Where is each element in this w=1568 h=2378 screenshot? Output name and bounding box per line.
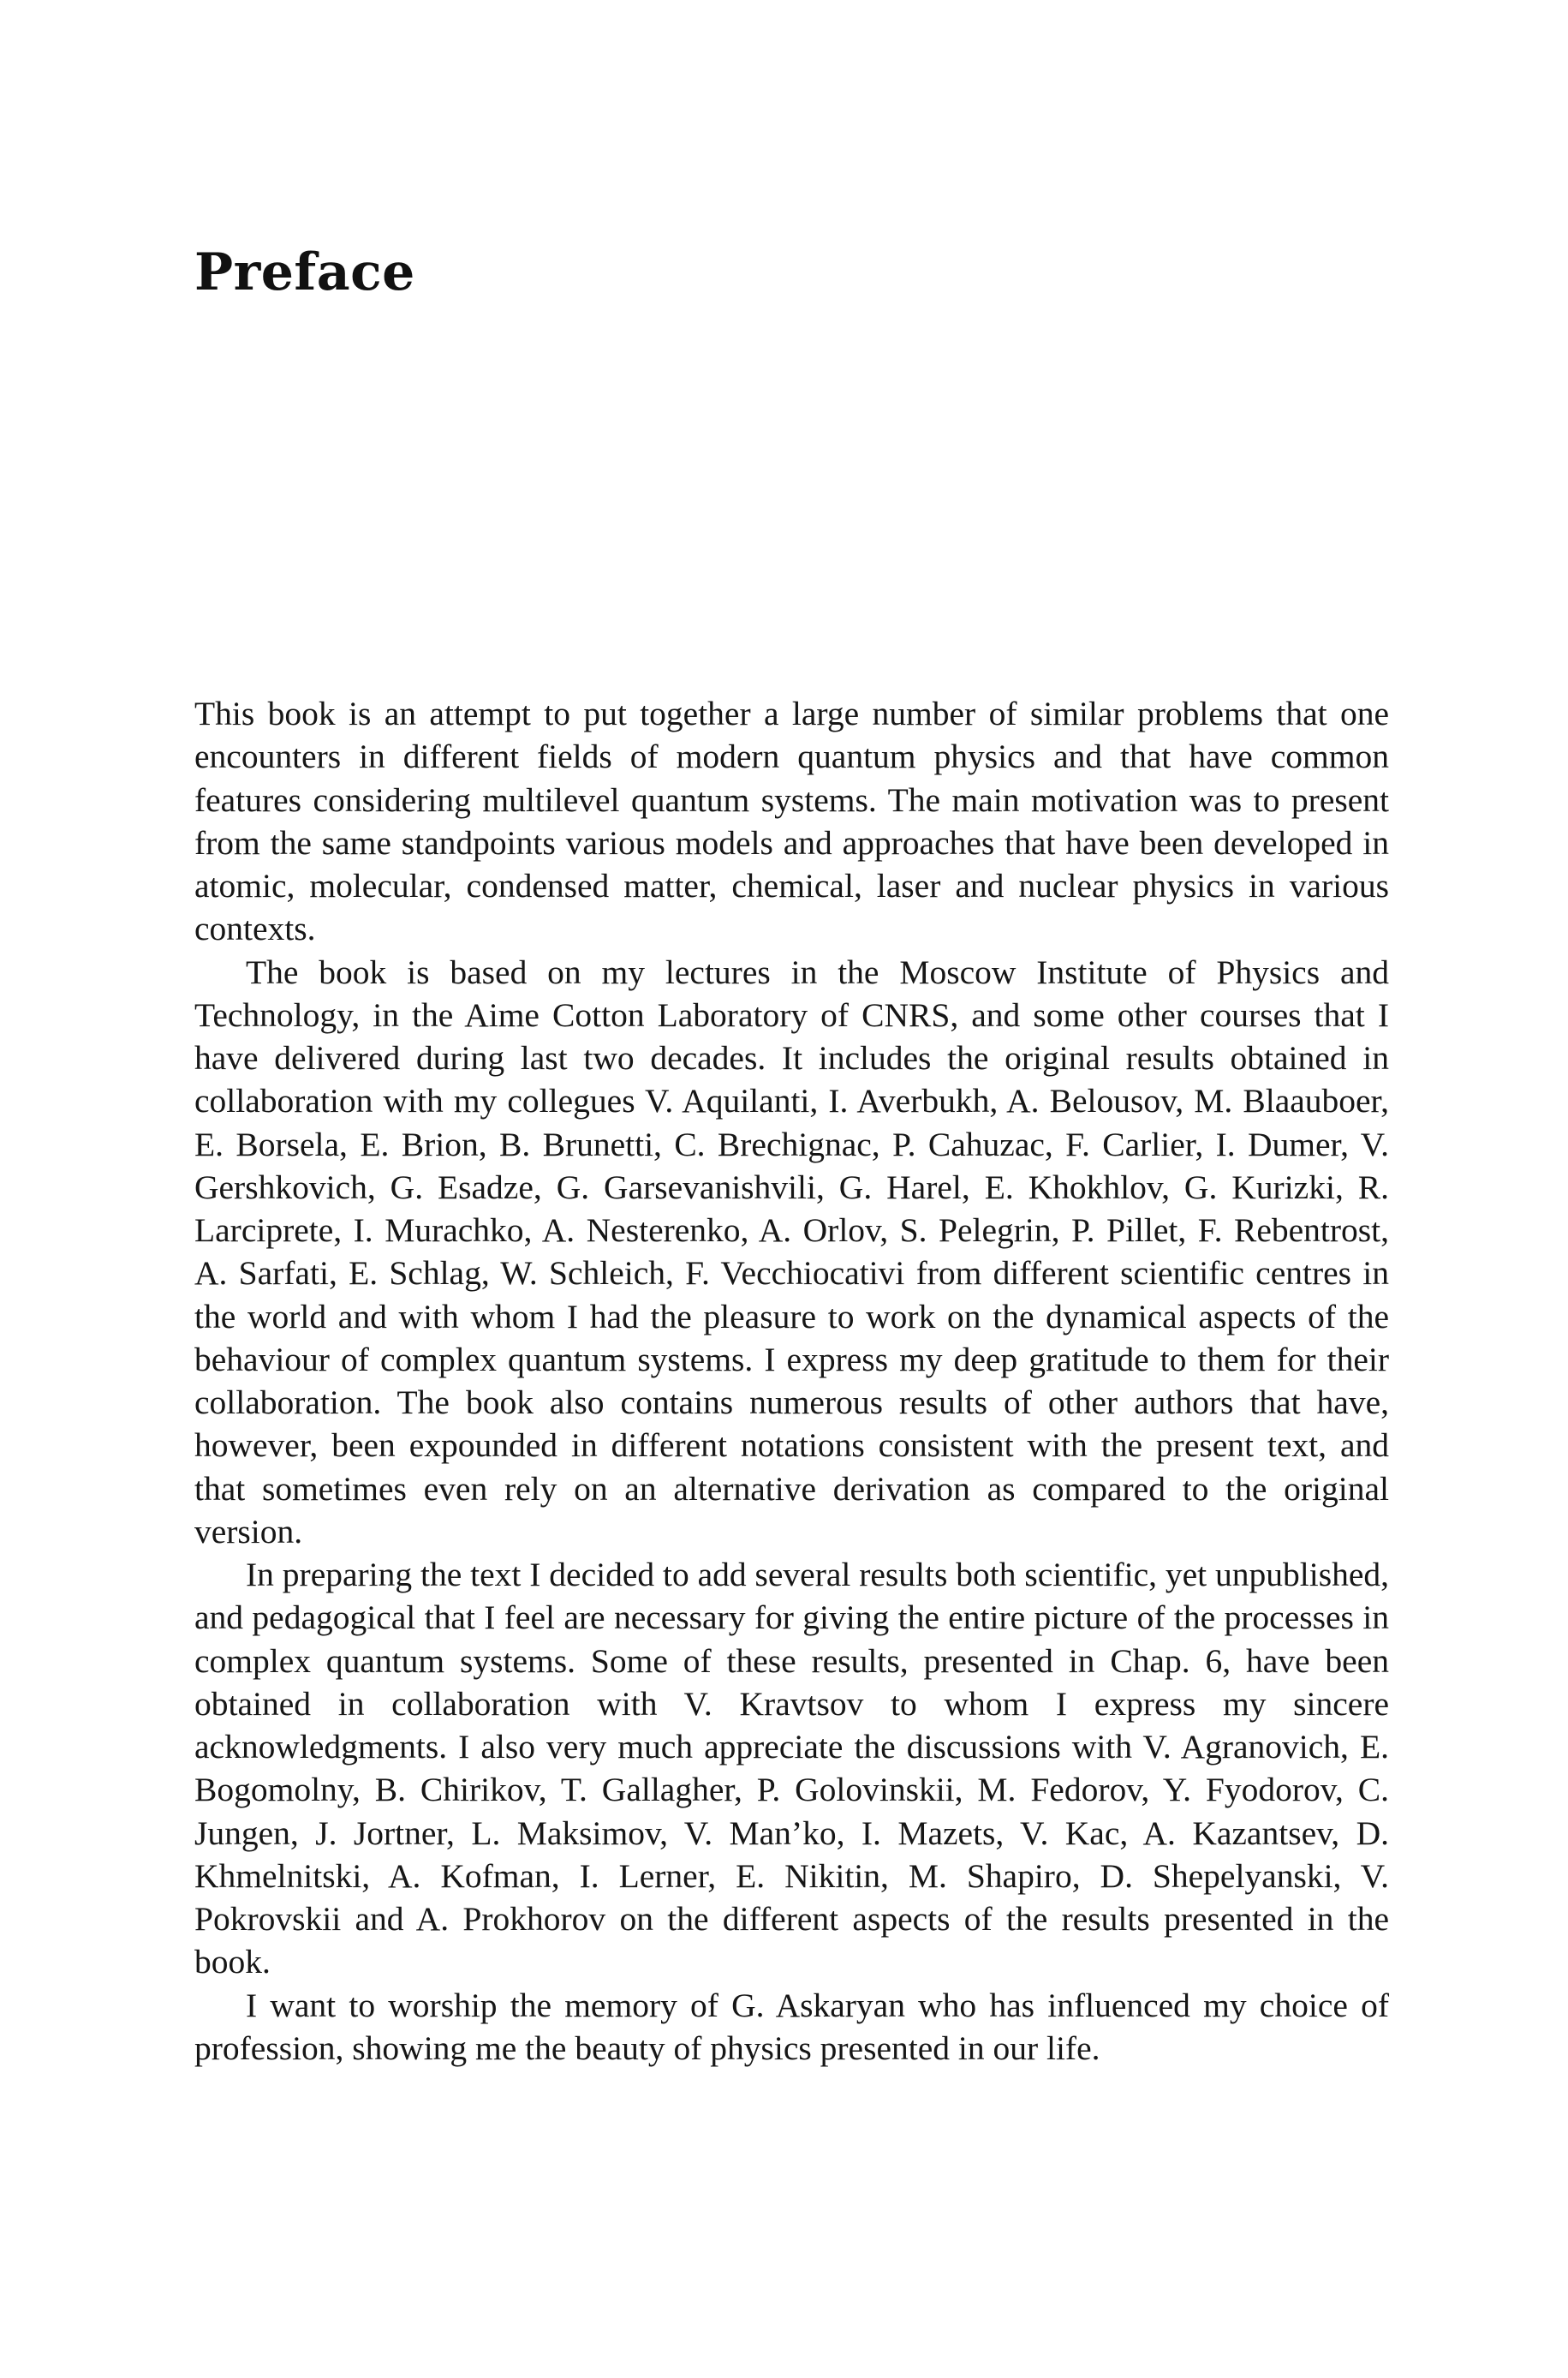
paragraph-2: The book is based on my lectures in the Moscow Institute of Physics and Technology, in the Aime Cotton Laboratory of CNRS, and some other courses that I have delivered during last two decades. It includes the original results obtained in collaboration with my collegues V. Aquilanti, I. Averbukh, A. Belousov, M. Blaauboer, E. Borsela, E. Brion, B. Brunetti, C. Brechignac, P. Cahuzac, F. Carlier, I. Dumer, V. Gershkovich, G. Esadze, G. Garsevanishvili, G. Harel, E. Khokhlov, G. Kurizki, R. Larciprete, I. Murachko, A. Nesterenko, A. Orlov, S. Pelegrin, P. Pillet, F. Rebentrost, A. Sarfati, E. Schlag, W. Schleich, F. Vecchiocativi from different scientific centres in the world and with whom I had the pleasure to work on the dynamical aspects of the behaviour of complex quantum systems. I express my deep gratitude to them for their collaboration. The book also contains numerous results of other authors that have, however, been expounded in different notations consistent with the present text, and that sometimes even rely on an alternative derivation as compared to the original version.	[194, 953, 1389, 1550]
preface-body	[194, 692, 1389, 2070]
paragraph-3: In preparing the text I decided to add several results both scientific, yet unpublished, and pedagogical that I feel are necessary for giving the entire picture of the processes in complex quantum systems. Some of these results, presented in Chap. 6, have been obtained in collaboration with V. Kravtsov to whom I express my sincere acknowledgments. I also very much appreciate the discussions with V. Agranovich, E. Bogomolny, B. Chirikov, T. Gallagher, P. Golovinskii, M. Fedorov, Y. Fyodorov, C. Jungen, J. Jortner, L. Maksimov, V. Man’ko, I. Mazets, V. Kac, A. Kazantsev, D. Khmelnitski, A. Kofman, I. Lerner, E. Nikitin, M. Shapiro, D. Shepelyanski, V. Pokrovskii and A. Prokhorov on the different aspects of the results presented in the book.	[194, 1556, 1389, 1981]
paragraph-4: I want to worship the memory of G. Askaryan who has influenced my choice of profession, showing me the beauty of physics presented in our life.	[194, 1986, 1389, 2067]
paragraph-1: This book is an attempt to put together a large number of similar problems that one encounters in different fields of modern quantum physics and that have common features considering multilevel quantum systems. The main motivation was to present from the same standpoints various models and approaches that have been developed in atomic, molecular, condensed matter, chemical, laser and nuclear physics in various contexts.	[194, 695, 1389, 948]
page-title: Preface	[194, 242, 415, 302]
